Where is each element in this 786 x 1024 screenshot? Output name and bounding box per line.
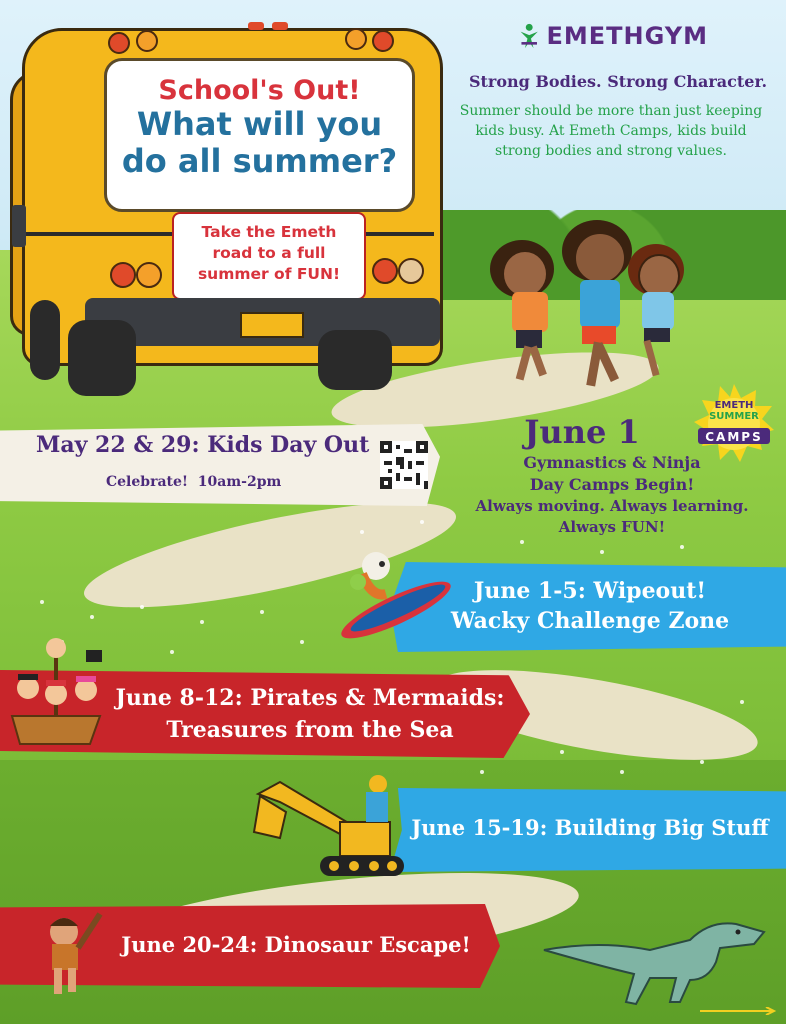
bus-light — [272, 22, 288, 30]
kid-shirt — [642, 292, 674, 330]
pirates-line1: June 8-12: Pirates & Mermaids: — [115, 685, 505, 711]
bus-tail-light — [398, 258, 424, 284]
june1-line4: Always FUN! — [558, 518, 666, 536]
bus-light — [108, 32, 130, 54]
bus-sticker — [172, 212, 366, 300]
bus-rear-sign — [104, 58, 415, 212]
bus-license-plate — [240, 312, 304, 338]
june1-line2: Day Camps Begin! — [529, 475, 695, 494]
bus-sign-line2: What will you — [136, 105, 383, 143]
pirates-line2: Treasures from the Sea — [166, 717, 454, 743]
bus-wheel — [30, 300, 60, 380]
june1-line3: Always moving. Always learning. — [475, 497, 749, 515]
summer-camps-sun-badge — [692, 382, 776, 466]
bus-light — [372, 30, 394, 52]
badge-line2: SUMMER — [709, 411, 759, 422]
bus-light — [248, 22, 264, 30]
dinosaur-text: June 20-24: Dinosaur Escape! — [121, 932, 471, 957]
surfer-dog-icon — [336, 538, 456, 648]
bus-sign-line1: School's Out! — [158, 75, 361, 106]
wipeout-text — [440, 576, 740, 636]
dinosaur-icon — [540, 910, 776, 1010]
pirate-ship-icon — [6, 632, 106, 748]
tagline: Strong Bodies. Strong Character. — [468, 72, 768, 91]
bus-sticker-line3: summer of FUN! — [197, 265, 341, 283]
bus-light — [345, 28, 367, 50]
june1-line1: Gymnastics & Ninja — [523, 453, 701, 472]
intro-paragraph: Summer should be more than just keeping kids busy. At Emeth Camps, kids build strong bodies and strong values. — [459, 103, 763, 159]
bus-tail-light — [136, 262, 162, 288]
excavator-icon — [250, 772, 410, 882]
wipeout-line2: Wacky Challenge Zone — [450, 608, 730, 634]
bus-sign-line3: do all summer? — [121, 142, 398, 180]
bus-light — [136, 30, 158, 52]
bus-stripe — [362, 232, 434, 236]
kid-shirt — [512, 292, 548, 332]
bus-stripe — [24, 232, 172, 236]
bus-mirror — [12, 205, 26, 247]
bus-sticker-line2: road to a full — [212, 244, 326, 262]
building-text: June 15-19: Building Big Stuff — [411, 815, 769, 840]
kid-face — [502, 250, 548, 298]
kids-day-out-subtitle: Celebrate! 10am-2pm — [106, 474, 282, 490]
kids-day-out-title: May 22 & 29: Kids Day Out — [36, 432, 370, 458]
bus-tail-light — [372, 258, 398, 284]
kid-shirt — [580, 280, 620, 328]
emeth-gym-logo[interactable] — [518, 20, 708, 52]
caveman-icon — [34, 904, 110, 1000]
kid-shorts — [516, 330, 542, 348]
june1-date: June 1 — [524, 413, 640, 451]
bus-tail-light — [110, 262, 136, 288]
bus-sticker-line1: Take the Emeth — [201, 223, 337, 241]
wipeout-line1: June 1-5: Wipeout! — [473, 578, 707, 604]
pirates-text — [100, 682, 520, 746]
kid-face — [574, 232, 626, 284]
badge-line3: CAMPS — [705, 430, 763, 444]
emeth-gym-logo-icon — [518, 21, 540, 51]
arrow-icon — [700, 1000, 780, 1008]
bus-wheel — [68, 320, 136, 396]
kid-shorts — [582, 326, 616, 344]
badge-line1: EMETH — [714, 400, 754, 411]
bus-wheel — [318, 330, 392, 390]
logo-text: EMETHGYM — [546, 22, 708, 50]
